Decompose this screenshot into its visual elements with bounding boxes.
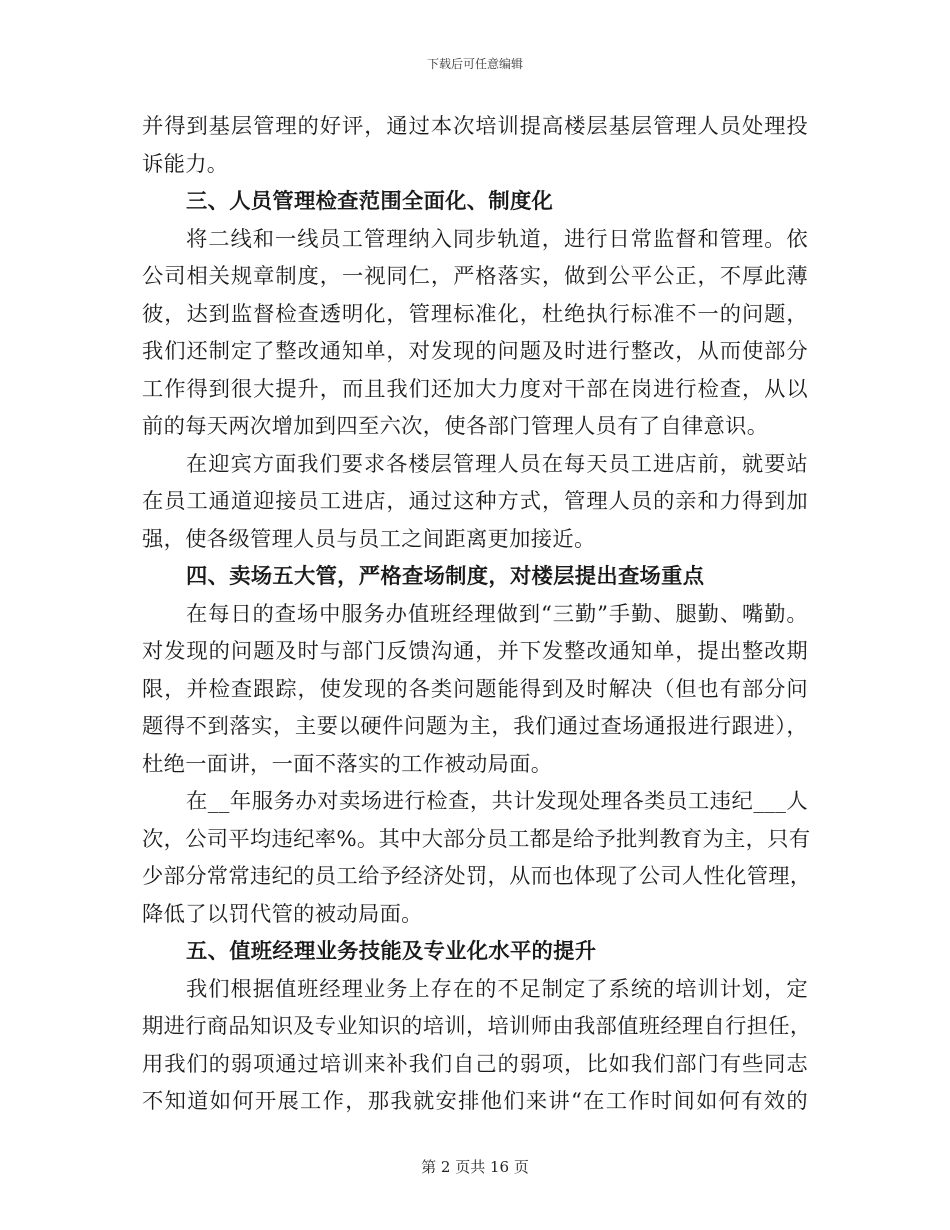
text-line: 题得不到落实，主要以硬件问题为主，我们通过查场通报进行跟进），: [142, 714, 808, 739]
text-line: 对发现的问题及时与部门反馈沟通，并下发整改通知单，提出整改期: [142, 639, 808, 664]
text-line: 杜绝一面讲，一面不落实的工作被动局面。: [142, 751, 553, 777]
text-line: 公司相关规章制度，一视同仁，严格落实，做到公平公正，不厚此薄: [142, 264, 808, 289]
text-line: 不知道如何开展工作，那我就安排他们来讲“在工作时间如何有效的: [142, 1089, 808, 1114]
document-body: [142, 108, 812, 1121]
text-line: 工作得到很大提升，而且我们还加大力度对干部在岗进行检查，从以: [142, 376, 808, 402]
page-footer: 第 2 页共 16 页: [421, 1158, 529, 1176]
text-line: 将二线和一线员工管理纳入同步轨道，进行日常监督和管理。依: [186, 226, 808, 252]
text-line: 期进行商品知识及专业知识的培训，培训师由我部值班经理自行担任，: [142, 1014, 812, 1039]
text-line: 前的每天两次增加到四至六次，使各部门管理人员有了自律意识。: [142, 414, 769, 439]
text-line: 诉能力。: [142, 151, 229, 177]
text-line: 限，并检查跟踪，使发现的各类问题能得到及时解决（但也有部分问: [142, 676, 808, 702]
text-line: 少部分常常违纪的员工给予经济处罚，从而也体现了公司人性化管理，: [142, 864, 812, 889]
text-line: 在每日的查场中服务办值班经理做到“三勤”手勤、腿勤、嘴勤。: [186, 601, 808, 627]
text-line: 我们根据值班经理业务上存在的不足制定了系统的培训计划，定: [186, 976, 808, 1002]
section-heading: 四、卖场五大管，严格查场制度，对楼层提出查场重点: [186, 564, 705, 589]
page-header: 下载后可任意编辑: [426, 57, 523, 71]
text-line: 次，公司平均违纪率%。其中大部分员工都是给予批判教育为主，只有: [142, 826, 811, 852]
section-heading: 五、值班经理业务技能及专业化水平的提升: [186, 939, 597, 964]
text-line: 彼，达到监督检查透明化，管理标准化，杜绝执行标准不一的问题，: [142, 301, 808, 327]
text-line: 在员工通道迎接员工进店，通过这种方式，管理人员的亲和力得到加: [142, 489, 808, 514]
text-line: 降低了以罚代管的被动局面。: [142, 901, 423, 927]
text-line: 并得到基层管理的好评，通过本次培训提高楼层基层管理人员处理投: [142, 114, 808, 139]
text-line: 我们还制定了整改通知单，对发现的问题及时进行整改，从而使部分: [142, 339, 808, 364]
text-line: 强，使各级管理人员与员工之间距离更加接近。: [142, 526, 596, 552]
text-line: 在__年服务办对卖场进行检查，共计发现处理各类员工违纪___人: [186, 789, 808, 814]
text-line: 用我们的弱项通过培训来补我们自己的弱项，比如我们部门有些同志: [142, 1051, 808, 1077]
section-heading: 三、人员管理检查范围全面化、制度化: [186, 189, 554, 214]
text-line: 在迎宾方面我们要求各楼层管理人员在每天员工进店前，就要站: [186, 451, 808, 477]
